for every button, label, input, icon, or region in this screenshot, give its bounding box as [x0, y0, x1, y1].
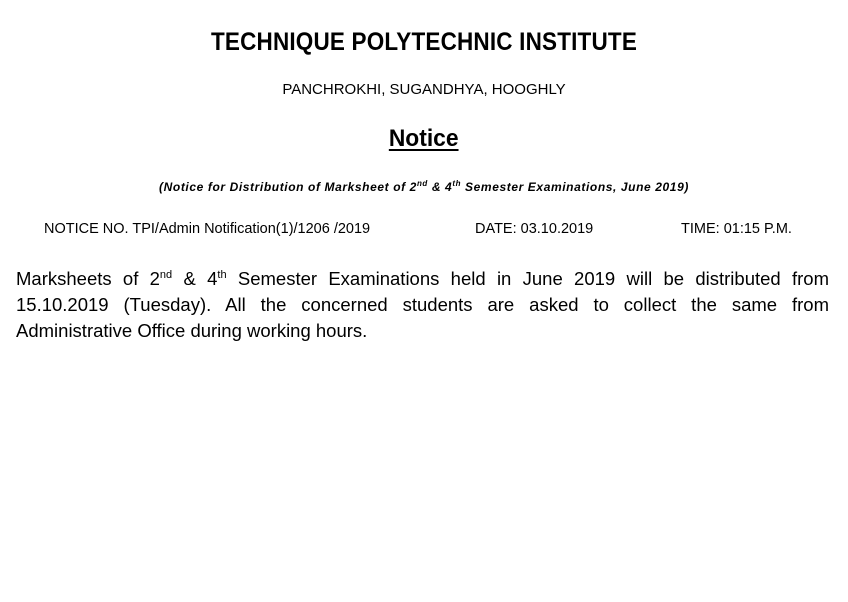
notice-meta-row [0, 219, 848, 239]
subtitle-suffix: Semester Examinations, June 2019) [461, 180, 689, 194]
notice-time: TIME: 01:15 P.M. [681, 221, 792, 237]
subtitle-sup-nd: nd [416, 179, 428, 188]
subtitle-prefix: (Notice for Distribution of Marksheet of 2 [159, 180, 417, 194]
subtitle-middle: & 4 [427, 180, 453, 194]
body-part-1: Marksheets of 2 [16, 268, 160, 289]
body-sup-th: th [217, 268, 227, 281]
notice-number: NOTICE NO. TPI/Admin Notification(1)/1206 /2019 [44, 221, 371, 237]
notice-body [16, 266, 829, 344]
body-part-3: Semester Examinations held in June 2019 will be distributed from 15.10.2019 (Tuesday). All the concerned students are asked to collect the same from Administrative Office during working hours. [16, 268, 829, 341]
institute-address: PANCHROKHI, SUGANDHYA, HOOGHLY [282, 81, 566, 98]
body-part-2: & 4 [172, 268, 218, 289]
subtitle-sup-th: th [452, 179, 462, 188]
notice-date: DATE: 03.10.2019 [475, 221, 594, 237]
body-sup-nd: nd [159, 268, 173, 281]
notice-heading-container [0, 124, 848, 154]
institute-name: TECHNIQUE POLYTECHNIC INSTITUTE [210, 28, 638, 56]
notice-heading: Notice [389, 125, 459, 152]
notice-subtitle [0, 178, 848, 196]
